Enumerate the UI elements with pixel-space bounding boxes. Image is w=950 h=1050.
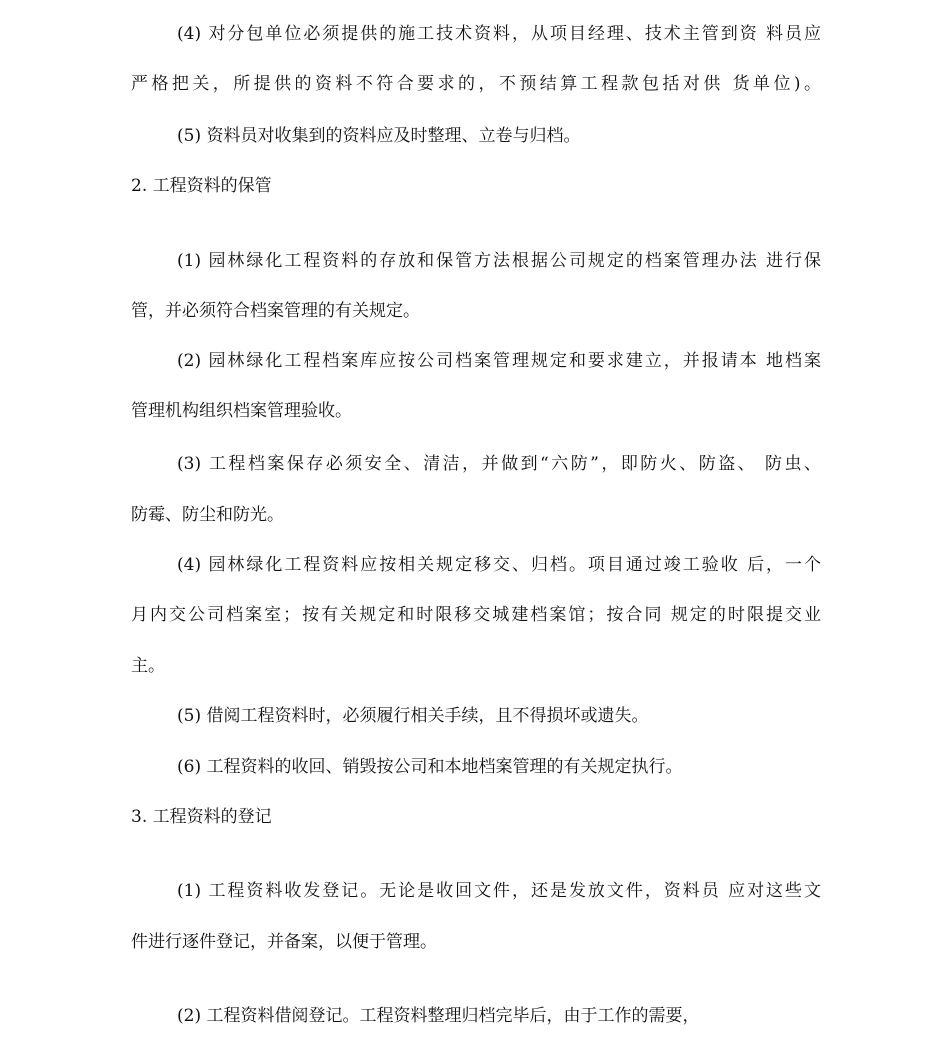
paragraph-line: (3) 工程档案保存必须安全、清洁，并做到“六防”，即防火、防盗、 防虫、 [177, 454, 821, 474]
paragraph-line: (1) 园林绿化工程资料的存放和保管方法根据公司规定的档案管理办法 进行保 [177, 251, 821, 271]
paragraph-line: (4) 园林绿化工程资料应按相关规定移交、归档。项目通过竣工验收 后，一个 [177, 555, 821, 575]
paragraph-line: 管，并必须符合档案管理的有关规定。 [131, 301, 420, 321]
paragraph-line: (5) 借阅工程资料时，必须履行相关手续，且不得损坏或遗失。 [177, 706, 649, 726]
paragraph-line: (2) 园林绿化工程档案库应按公司档案管理规定和要求建立，并报请本 地档案 [177, 351, 821, 371]
paragraph-line: (6) 工程资料的收回、销毁按公司和本地档案管理的有关规定执行。 [177, 757, 683, 777]
section-heading: 2. 工程资料的保管 [131, 176, 272, 196]
paragraph-line: 管理机构组织档案管理验收。 [131, 401, 352, 421]
paragraph-line: 件进行逐件登记，并备案，以便于管理。 [131, 932, 437, 952]
paragraph-line: 主。 [131, 656, 165, 676]
paragraph-line: (5) 资料员对收集到的资料应及时整理、立卷与归档。 [177, 126, 581, 146]
section-heading: 3. 工程资料的登记 [131, 807, 272, 827]
paragraph-line: 月内交公司档案室；按有关规定和时限移交城建档案馆；按合同 规定的时限提交业 [131, 605, 821, 625]
paragraph-line: (1) 工程资料收发登记。无论是收回文件，还是发放文件，资料员 应对这些文 [177, 881, 821, 901]
paragraph-line: 防霉、防尘和防光。 [131, 505, 284, 525]
paragraph-line: (2) 工程资料借阅登记。工程资料整理归档完毕后，由于工作的需要， [177, 1006, 700, 1026]
paragraph-line: (4) 对分包单位必须提供的施工技术资料，从项目经理、技术主管到资 料员应 [177, 24, 821, 44]
paragraph-line: 严格把关，所提供的资料不符合要求的，不预结算工程款包括对供 货单位)。 [131, 74, 821, 94]
